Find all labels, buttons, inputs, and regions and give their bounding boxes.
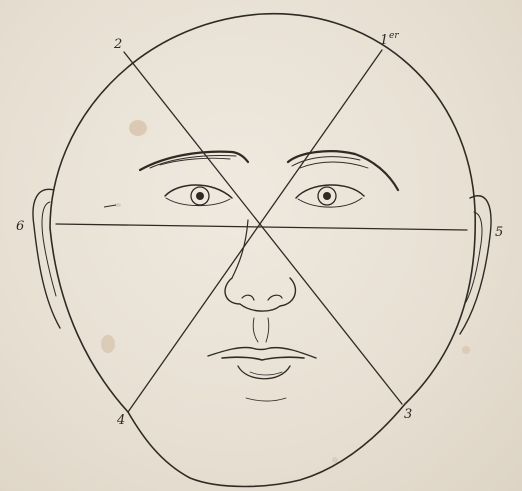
- philtrum: [253, 318, 269, 342]
- nose: [225, 220, 295, 311]
- paper-foxing: [101, 120, 470, 463]
- label-4: 4: [117, 413, 126, 428]
- right-pupil: [323, 192, 331, 200]
- axis-lines: [56, 50, 467, 412]
- engraving-mark: [104, 205, 116, 207]
- label-6: 6: [16, 219, 25, 234]
- label-1-superscript: er: [389, 31, 399, 41]
- label-5: 5: [495, 225, 504, 240]
- nose-tip: [225, 278, 295, 311]
- label-1: 1: [380, 33, 389, 48]
- label-3: 3: [404, 407, 413, 422]
- chin-crease: [246, 398, 286, 401]
- left-eyebrow: [140, 152, 248, 170]
- eyebrows: [140, 151, 398, 190]
- lower-lip: [238, 366, 290, 379]
- left-pupil: [196, 192, 204, 200]
- mouth: [208, 347, 316, 378]
- left-ear-inner: [42, 202, 56, 296]
- label-2: 2: [114, 37, 123, 52]
- lip-line: [222, 357, 304, 360]
- upper-lip: [208, 347, 316, 358]
- eyes: [165, 185, 364, 207]
- axis-line-6-5: [56, 224, 467, 230]
